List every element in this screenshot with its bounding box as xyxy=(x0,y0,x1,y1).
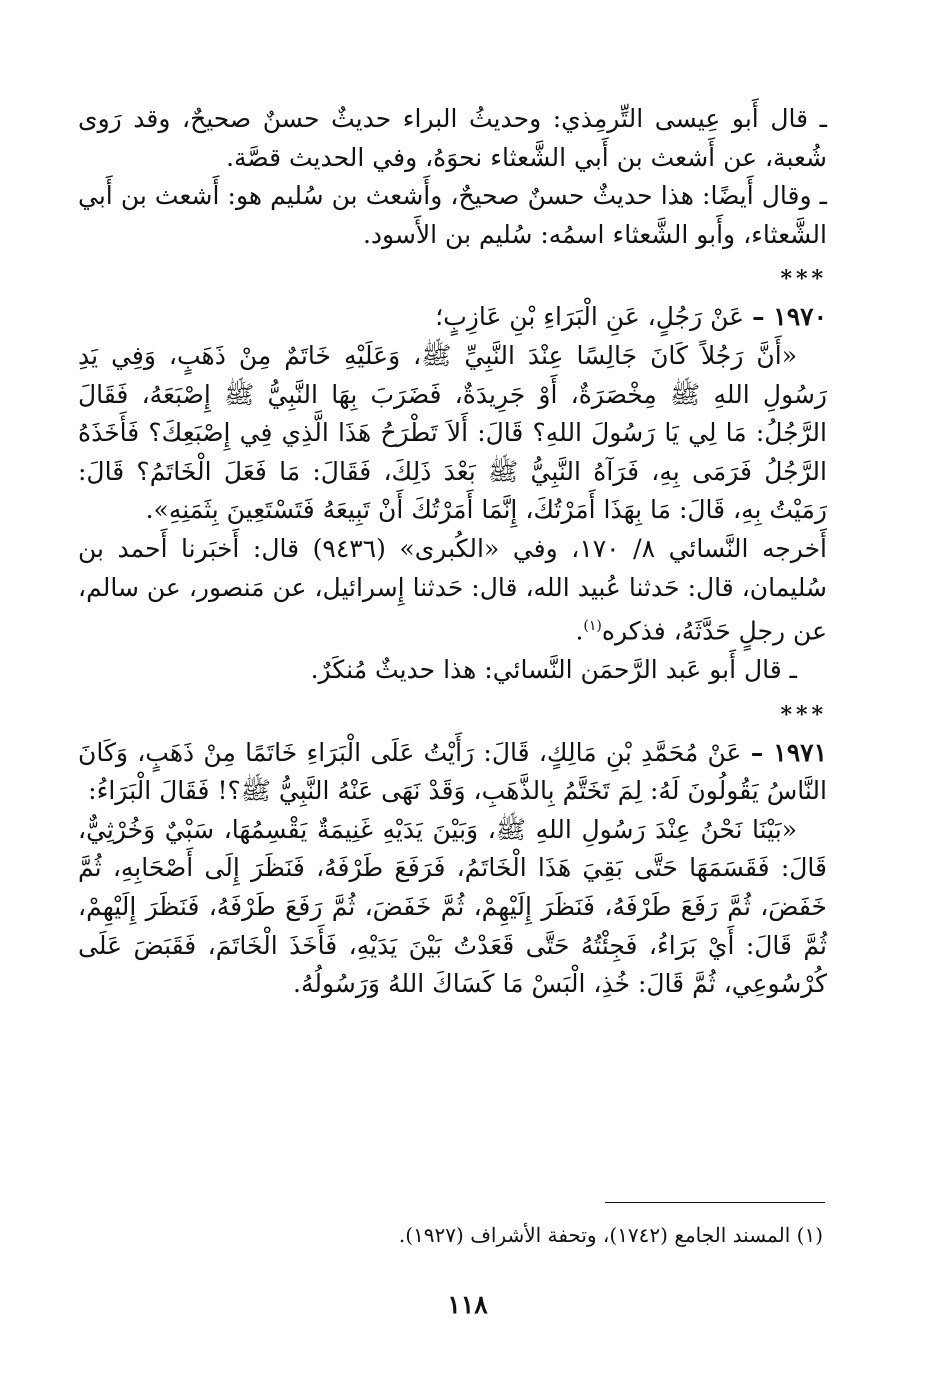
takhrij-text: أَخرجه النَّسائي ٨/ ١٧٠، وفي «الكُبرى» (٩٤٣٦) قال: أَخبَرنا أَحمد بن سُليمان، قال: حَدثنا عُبيد الله، قال: حَدثنا إِسرائيل، عن مَنصور، عن سالم، عن رجلٍ حَدَّثَهُ، فذكره xyxy=(78,533,828,646)
nasai-comment: ـ قال أَبو عَبد الرَّحمَن النَّسائي: هذا حديثٌ مُنكَرٌ. xyxy=(310,655,797,685)
footnote: (١) المسند الجامع (١٧٤٢)، وتحفة الأشراف (١٩٢٧). xyxy=(398,1223,823,1247)
hadith-isnad: عَنْ مُحَمَّدِ بْنِ مَالِكٍ، قَالَ: رَأَيْتُ عَلَى الْبَرَاءِ خَاتَمًا مِنْ ذَهَبٍ، وَكَانَ النَّاسُ يَقُولُونَ لَهُ: لِمَ تَخَتَّمُ بِالذَّهَبِ، وَقَدْ نَهَى عَنْهُ النَّبِيُّ ﷺ؟! فَقَالَ الْبَرَاءُ: xyxy=(78,737,827,806)
section-divider: *** xyxy=(780,266,827,293)
hadith-1971-isnad-line xyxy=(78,734,827,811)
tirmidhi-comment-2: ـ وقال أَيضًا: هذا حديثٌ حسنٌ صحيحٌ، وأَشعث بن سُليم هو: أَشعث بن أَبي الشَّعثاء، وأَبو الشَّعثاء اسمُه: سُليم بن الأَسود. xyxy=(78,181,827,249)
hadith-1970-isnad-line xyxy=(78,298,827,337)
hadith-1970-takhrij xyxy=(78,530,827,651)
main-text xyxy=(78,100,827,1004)
hadith-1970-matn: «أَنَّ رَجُلاً كَانَ جَالِسًا عِنْدَ النَّبِيِّ ﷺ، وَعَلَيْهِ خَاتَمٌ مِنْ ذَهَبٍ، وَفِي يَدِ رَسُولِ اللهِ ﷺ مِخْصَرَةٌ، أَوْ جَرِيدَةٌ، فَضَرَبَ بِهَا النَّبِيُّ ﷺ إِصْبَعَهُ، فَقَالَ الرَّجُلُ: مَا لِي يَا رَسُولَ اللهِ؟ قَالَ: أَلاَ تَطْرَحُ هَذَا الَّذِي فِي إِصْبَعِكَ؟ فَأَخَذَهُ الرَّجُلُ فَرَمَى بِهِ، فَرَآهُ النَّبِيُّ ﷺ بَعْدَ ذَلِكَ، فَقَالَ: مَا فَعَلَ الْخَاتَمُ؟ قَالَ: رَمَيْتُ بِهِ، قَالَ: مَا بِهَذَا أَمَرْتُكَ، إِنَّمَا أَمَرْتُكَ أَنْ تَبِيعَهُ فَتَسْتَعِينَ بِثَمَنِهِ». xyxy=(78,340,827,525)
footnote-divider xyxy=(605,1202,825,1203)
footnote-ref: (١) xyxy=(583,618,602,635)
section-divider: *** xyxy=(780,701,827,728)
hadith-isnad: عَنْ رَجُلٍ، عَنِ الْبَرَاءِ بْنِ عَازِبٍ؛ xyxy=(435,302,745,332)
takhrij-end: . xyxy=(575,616,584,646)
hadith-number: ١٩٧١ – xyxy=(750,737,827,767)
hadith-number: ١٩٧٠ – xyxy=(752,302,827,332)
page-number: ١١٨ xyxy=(447,1290,488,1319)
tirmidhi-comment: ـ قال أَبو عِيسى التِّرمِذي: وحديثُ البراء حديثٌ حسنٌ صحيحٌ، وقد رَوى شُعبة، عن أَشعث بن أَبي الشَّعثاء نحوَهُ، وفي الحديث قصَّة. xyxy=(78,104,827,172)
hadith-1971-matn: «بَيْنَا نَحْنُ عِنْدَ رَسُولِ اللهِ ﷺ، وَبَيْنَ يَدَيْهِ غَنِيمَةٌ يَقْسِمُهَا، سَبْيٌ وَخُرْثِيٌّ، قَالَ: فَقَسَمَهَا حَتَّى بَقِيَ هَذَا الْخَاتَمُ، فَرَفَعَ طَرْفَهُ، فَنَظَرَ إِلَى أَصْحَابِهِ، ثُمَّ خَفَضَ، ثُمَّ رَفَعَ طَرْفَهُ، فَنَظَرَ إِلَيْهِمْ، ثُمَّ خَفَضَ، ثُمَّ رَفَعَ طَرْفَهُ، فَنَظَرَ إِلَيْهِمْ، ثُمَّ قَالَ: أَيْ بَرَاءُ، فَجِئْتُهُ حَتَّى قَعَدْتُ بَيْنَ يَدَيْهِ، فَأَخَذَ الْخَاتَمَ، فَقَبَضَ عَلَى كُرْسُوعِي، ثُمَّ قَالَ: خُذِ، الْبَسْ مَا كَسَاكَ اللهُ وَرَسُولُهُ. xyxy=(78,814,827,999)
